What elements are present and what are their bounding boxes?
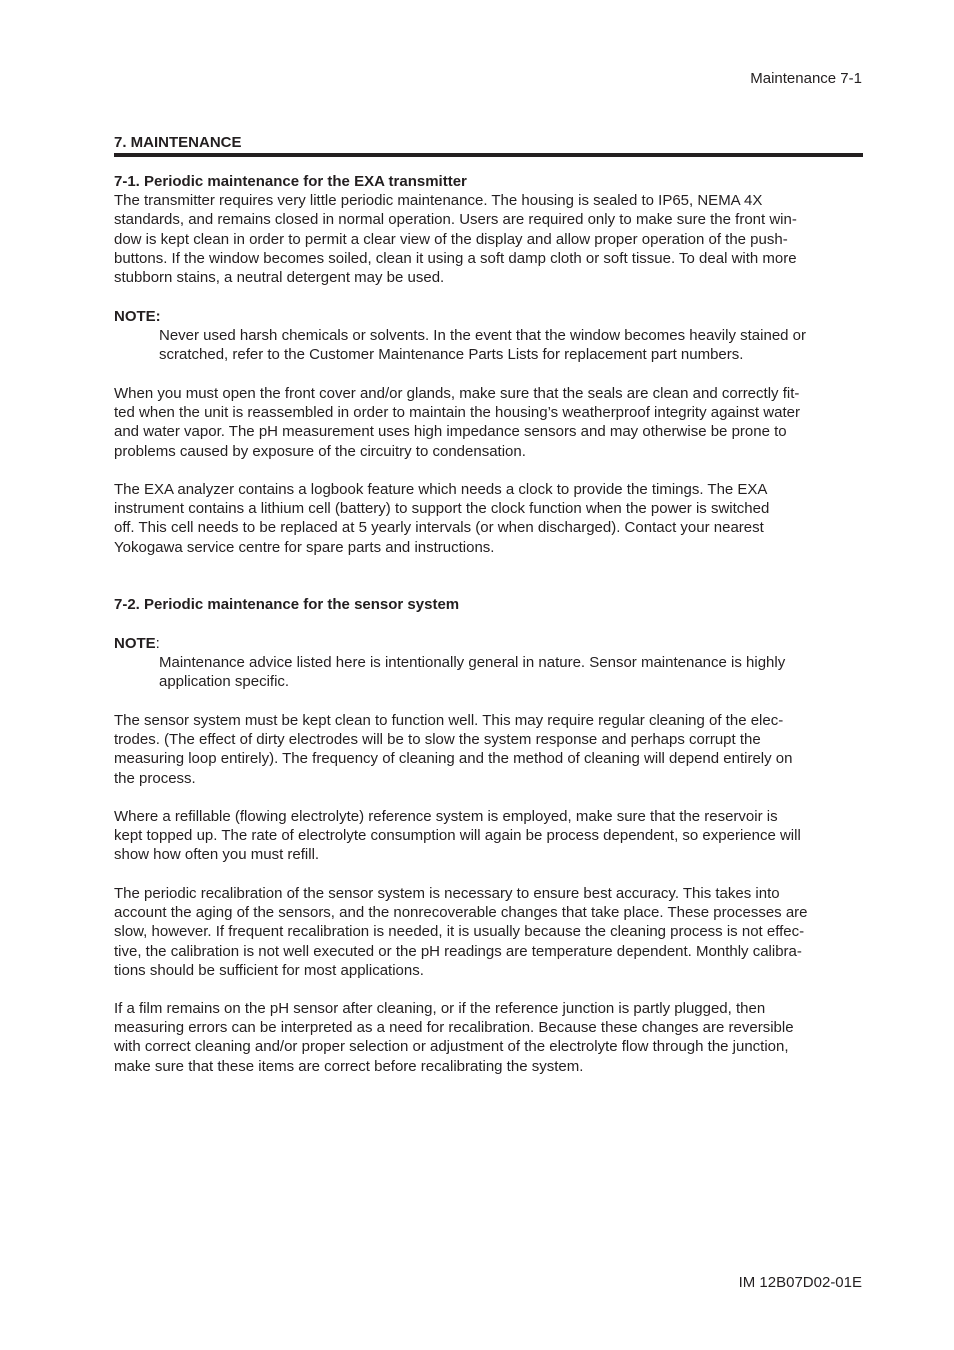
text-line: slow, however. If frequent recalibration is needed, it is usually because the cleaning process is not effec- — [114, 923, 805, 941]
text-line: scratched, refer to the Customer Maintenance Parts Lists for replacement part numbers. — [159, 346, 744, 364]
text-line: ted when the unit is reassembled in order to maintain the housing’s weatherproof integrity against water — [114, 404, 800, 422]
paragraph — [114, 191, 863, 287]
chapter-title: 7. MAINTENANCE — [114, 133, 863, 157]
text-line: The EXA analyzer contains a logbook feature which needs a clock to provide the timings. The EXA — [114, 481, 768, 498]
text-line: standards, and remains closed in normal operation. Users are required only to make sure the front win- — [114, 211, 797, 229]
paragraph — [114, 711, 863, 788]
text-line: application specific. — [159, 673, 290, 691]
text-line: If a film remains on the pH sensor after cleaning, or if the reference junction is partly plugged, then — [114, 1000, 766, 1017]
text-line: and water vapor. The pH measurement uses high impedance sensors and may otherwise be prone to — [114, 423, 787, 441]
text-line: The transmitter requires very little periodic maintenance. The housing is sealed to IP65, NEMA 4X — [114, 192, 763, 210]
text-line: tions should be sufficient for most applications. — [114, 961, 424, 979]
text-line: Maintenance advice listed here is intentionally general in nature. Sensor maintenance is highly — [159, 654, 786, 672]
section-title: 7-2. Periodic maintenance for the sensor system — [114, 596, 460, 613]
section-title: 7-1. Periodic maintenance for the EXA transmitter — [114, 173, 467, 190]
paragraph — [114, 999, 863, 1076]
note-label: NOTE: — [114, 308, 161, 325]
text-line: The periodic recalibration of the sensor system is necessary to ensure best accuracy. This takes into — [114, 885, 780, 902]
text-line: kept topped up. The rate of electrolyte consumption will again be process dependent, so experience will — [114, 827, 801, 845]
text-line: stubborn stains, a neutral detergent may be used. — [114, 269, 445, 287]
text-line: instrument contains a lithium cell (battery) to support the clock function when the power is switched — [114, 500, 770, 518]
document-number: IM 12B07D02-01E — [738, 1274, 862, 1291]
text-line: off. This cell needs to be replaced at 5 yearly intervals (or when discharged). Contact your nearest — [114, 519, 764, 537]
text-line: with correct cleaning and/or proper selection or adjustment of the electrolyte flow through the junction, — [114, 1038, 789, 1056]
note-block — [114, 307, 863, 365]
text-line: account the aging of the sensors, and the nonrecoverable changes that take place. These processes are — [114, 904, 808, 922]
note-colon: : — [155, 635, 160, 652]
text-line: show how often you must refill. — [114, 846, 320, 864]
note-text — [114, 653, 863, 691]
text-line: When you must open the front cover and/or glands, make sure that the seals are clean and correctly fit- — [114, 385, 800, 402]
paragraph — [114, 384, 863, 461]
text-line: tive, the calibration is not well executed or the pH readings are temperature dependent. Monthly calibra- — [114, 942, 802, 960]
text-line: measuring loop entirely). The frequency of cleaning and the method of cleaning will depend entirely on — [114, 750, 793, 768]
section-7-1 — [114, 172, 863, 287]
paragraph — [114, 807, 863, 865]
note-text — [114, 326, 863, 364]
paragraph — [114, 480, 863, 557]
paragraph — [114, 884, 863, 980]
text-line: The sensor system must be kept clean to function well. This may require regular cleaning of the elec- — [114, 712, 784, 729]
page-header-label: Maintenance 7-1 — [750, 70, 862, 87]
text-line: buttons. If the window becomes soiled, clean it using a soft damp cloth or soft tissue. To deal with more — [114, 249, 797, 267]
text-line: problems caused by exposure of the circuitry to condensation. — [114, 442, 526, 460]
text-line: Never used harsh chemicals or solvents. In the event that the window becomes heavily stained or — [159, 327, 807, 345]
note-label: NOTE — [114, 635, 156, 652]
section-7-2 — [114, 595, 863, 614]
text-line: measuring errors can be interpreted as a need for recalibration. Because these changes are reversible — [114, 1019, 794, 1037]
note-block — [114, 634, 863, 692]
text-line: Where a refillable (flowing electrolyte) reference system is employed, make sure that the reservoir is — [114, 808, 778, 825]
note-label-line — [114, 634, 863, 653]
text-line: trodes. (The effect of dirty electrodes will be to slow the system response and perhaps corrupt the — [114, 731, 761, 749]
text-line: Yokogawa service centre for spare parts and instructions. — [114, 538, 495, 556]
text-line: dow is kept clean in order to permit a clear view of the display and allow proper operation of the push- — [114, 230, 788, 248]
text-line: the process. — [114, 769, 196, 787]
text-line: make sure that these items are correct before recalibrating the system. — [114, 1057, 584, 1075]
